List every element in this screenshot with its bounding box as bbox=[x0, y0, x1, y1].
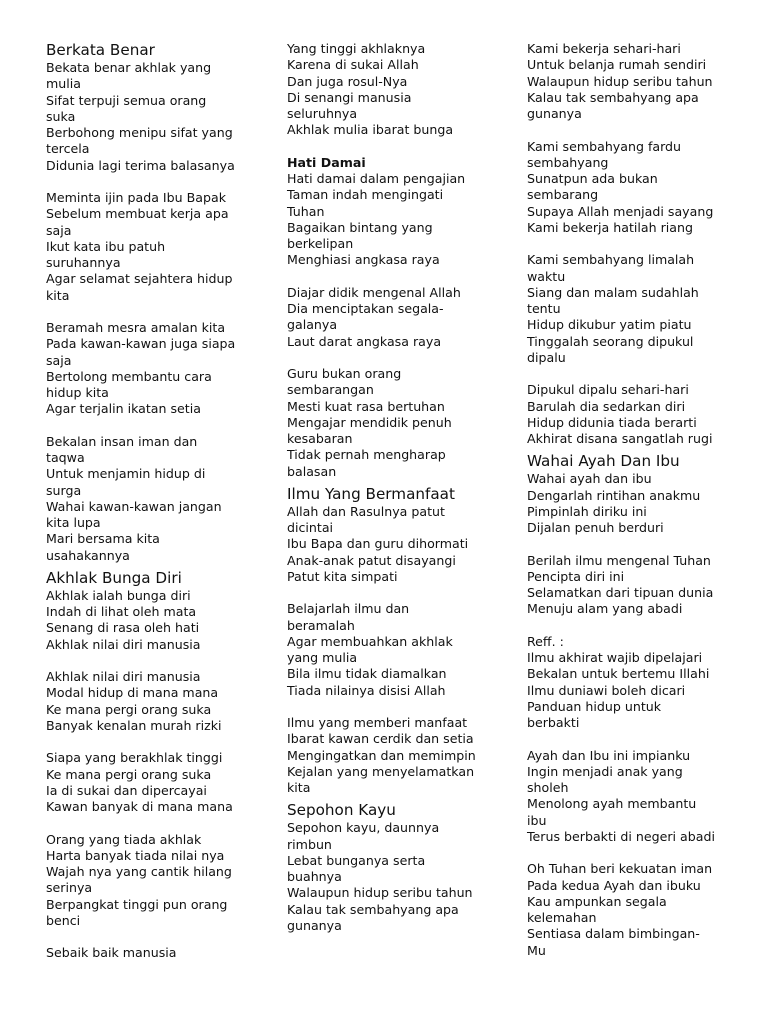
poem-line: Lebat bunganya serta bbox=[287, 852, 426, 868]
poem-line: Tuhan bbox=[287, 203, 325, 219]
poem-line: dipalu bbox=[527, 349, 566, 365]
poem-line: Pimpinlah diriku ini bbox=[527, 503, 647, 519]
poem-line: Akhlak mulia ibarat bunga bbox=[287, 122, 454, 138]
stanza-gap bbox=[527, 618, 759, 634]
poem-line: Wajah nya yang cantik hilang bbox=[46, 864, 232, 879]
poem-line: Hati damai dalam pengajian bbox=[287, 171, 466, 186]
poem-line: saja bbox=[46, 352, 72, 368]
poem-line: Terus berbakti di negeri abadi bbox=[527, 828, 715, 844]
poem-line: Sifat terpuji semua orang bbox=[46, 92, 207, 108]
poem-line: Mengingatkan dan memimpin bbox=[287, 747, 476, 763]
poem-line: tentu bbox=[527, 301, 561, 316]
poem-line: Mu bbox=[527, 942, 546, 958]
poem-line: Menolong ayah membantu bbox=[527, 796, 697, 812]
section-title: Ilmu Yang Bermanfaat bbox=[287, 484, 455, 503]
poem-line: kita lupa bbox=[46, 515, 101, 530]
poem-line: Kami bekerja hatilah riang bbox=[527, 219, 693, 235]
poem-line: Menghiasi angkasa raya bbox=[287, 252, 440, 268]
stanza-gap bbox=[527, 236, 759, 252]
stanza-gap bbox=[46, 304, 278, 320]
poem-line: Menuju alam yang abadi bbox=[527, 601, 683, 617]
poem-line: Kau ampunkan segala bbox=[527, 893, 667, 909]
column-right bbox=[527, 41, 759, 959]
poem-line: Walaupun hidup seribu tahun bbox=[527, 73, 713, 89]
poem-line: Akhlak ialah bunga diri bbox=[46, 587, 191, 603]
poem-line: Tiada nilainya disisi Allah bbox=[287, 682, 446, 698]
poem-line: Hidup dikubur yatim piatu bbox=[527, 317, 692, 333]
poem-line: benci bbox=[46, 912, 81, 928]
poem-line: Ibarat kawan cerdik dan setia bbox=[287, 731, 474, 747]
poem-line: kita bbox=[287, 780, 311, 795]
poem-line: Bekata benar akhlak yang bbox=[46, 60, 212, 75]
poem-line: Siang dan malam sudahlah bbox=[527, 284, 699, 300]
poem-line: kesabaran bbox=[287, 431, 353, 446]
poem-line: Supaya Allah menjadi sayang bbox=[527, 203, 714, 219]
poem-line: Tidak pernah mengharap bbox=[287, 447, 446, 463]
poem-line: Agar terjalin ikatan setia bbox=[46, 401, 201, 417]
poem-line: Mari bersama kita bbox=[46, 531, 160, 547]
column-left bbox=[46, 40, 278, 962]
poem-line: waktu bbox=[527, 268, 566, 284]
poem-line: galanya bbox=[287, 317, 338, 333]
poem-line: sembarang bbox=[527, 187, 599, 203]
stanza-gap bbox=[46, 734, 278, 750]
poem-line: Akhlak nilai diri manusia bbox=[46, 636, 201, 652]
poem-line: Bekalan untuk bertemu Illahi bbox=[527, 666, 710, 682]
stanza-gap bbox=[527, 366, 759, 382]
poem-line: Untuk menjamin hidup di bbox=[46, 466, 206, 482]
poem-line: usahakannya bbox=[46, 547, 130, 563]
stanza-gap bbox=[527, 845, 759, 861]
poem-line: Kami bekerja sehari-hari bbox=[527, 41, 681, 56]
poem-line: Karena di sukai Allah bbox=[287, 57, 419, 73]
poem-line: Ilmu akhirat wajib dipelajari bbox=[527, 650, 703, 665]
poem-line: Reff. : bbox=[527, 633, 564, 649]
poem-line: kelemahan bbox=[527, 910, 597, 925]
poem-line: sembarangan bbox=[287, 382, 374, 398]
poem-line: Agar selamat sejahtera hidup bbox=[46, 271, 233, 287]
poem-line: Pada kawan-kawan juga siapa bbox=[46, 336, 236, 352]
poem-line: Walaupun hidup seribu tahun bbox=[287, 885, 473, 901]
poem-line: Barulah dia sedarkan diri bbox=[527, 398, 686, 414]
poem-line: sholeh bbox=[527, 780, 569, 795]
poem-line: serinya bbox=[46, 880, 93, 896]
stanza-gap bbox=[287, 269, 519, 285]
poem-line: berbakti bbox=[527, 715, 580, 730]
poem-line: Sentiasa dalam bimbingan- bbox=[527, 926, 700, 942]
poem-line: Dengarlah rintihan anakmu bbox=[527, 487, 701, 503]
stanza-gap bbox=[46, 418, 278, 434]
stanza-gap bbox=[46, 815, 278, 831]
poem-line: berkelipan bbox=[287, 236, 354, 251]
section-title: Akhlak Bunga Diri bbox=[46, 568, 182, 587]
poem-line: Kejalan yang menyelamatkan bbox=[287, 763, 475, 779]
poem-line: Kami sembahyang fardu bbox=[527, 138, 682, 154]
poem-line: Untuk belanja rumah sendiri bbox=[527, 57, 707, 73]
poem-line: Ke mana pergi orang suka bbox=[46, 701, 212, 717]
stanza-gap bbox=[527, 731, 759, 747]
poem-line: Harta banyak tiada nilai nya bbox=[46, 847, 225, 863]
poem-line: gunanya bbox=[527, 106, 582, 121]
poem-line: Guru bukan orang bbox=[287, 366, 402, 381]
poem-line: saja bbox=[46, 222, 72, 238]
poem-line: Didunia lagi terima balasanya bbox=[46, 157, 235, 173]
poem-line: Ayah dan Ibu ini impianku bbox=[527, 747, 691, 763]
poem-line: seluruhnya bbox=[287, 106, 358, 121]
poem-line: suka bbox=[46, 108, 76, 124]
poem-line: Agar membuahkan akhlak bbox=[287, 633, 453, 649]
poem-line: Bagaikan bintang yang bbox=[287, 219, 433, 235]
poem-line: Siapa yang berakhlak tinggi bbox=[46, 750, 223, 766]
section-title: Berkata Benar bbox=[46, 41, 155, 59]
poem-line: Bila ilmu tidak diamalkan bbox=[287, 666, 447, 682]
poem-line: dicintai bbox=[287, 520, 334, 535]
poem-line: Wahai ayah dan ibu bbox=[527, 471, 652, 487]
poem-line: mulia bbox=[46, 76, 81, 92]
poem-line: Ke mana pergi orang suka bbox=[46, 766, 212, 782]
poem-line: Akhlak nilai diri manusia bbox=[46, 669, 201, 684]
poem-line: Berbohong menipu sifat yang bbox=[46, 125, 233, 140]
poem-line: hidup kita bbox=[46, 385, 109, 400]
poem-line: Yang tinggi akhlaknya bbox=[287, 41, 426, 56]
stanza-gap bbox=[287, 585, 519, 601]
poem-line: Sebaik baik manusia bbox=[46, 945, 177, 961]
poem-line: Ia di sukai dan dipercayai bbox=[46, 782, 207, 798]
poem-line: Senang di rasa oleh hati bbox=[46, 620, 200, 636]
poem-line: rimbun bbox=[287, 836, 332, 852]
stanza-gap bbox=[527, 122, 759, 138]
poem-line: Beramah mesra amalan kita bbox=[46, 320, 226, 335]
poem-line: Kawan banyak di mana mana bbox=[46, 799, 233, 814]
poem-line: Anak-anak patut disayangi bbox=[287, 552, 456, 568]
stanza-gap bbox=[287, 139, 519, 155]
poem-line: Ibu Bapa dan guru dihormati bbox=[287, 536, 469, 552]
poem-line: Sepohon kayu, daunnya bbox=[287, 820, 440, 836]
poem-line: kita bbox=[46, 287, 70, 303]
poem-line: Berpangkat tinggi pun orang bbox=[46, 896, 228, 912]
poem-line: Taman indah mengingati bbox=[287, 187, 444, 203]
poem-line: Modal hidup di mana mana bbox=[46, 685, 219, 701]
poem-line: Ikut kata ibu patuh bbox=[46, 238, 166, 254]
poem-line: Sebelum membuat kerja apa bbox=[46, 206, 229, 222]
poem-line: Laut darat angkasa raya bbox=[287, 333, 442, 349]
poem-line: Diajar didik mengenal Allah bbox=[287, 284, 461, 300]
poem-line: beramalah bbox=[287, 617, 355, 633]
poem-line: Sunatpun ada bukan bbox=[527, 171, 658, 186]
poem-line: Kalau tak sembahyang apa bbox=[527, 89, 699, 105]
poem-line: balasan bbox=[287, 463, 337, 479]
poem-line: Ingin menjadi anak yang bbox=[527, 763, 683, 779]
poem-line: gunanya bbox=[287, 917, 342, 933]
poem-line: Dijalan penuh berduri bbox=[527, 520, 664, 535]
section-title: Sepohon Kayu bbox=[287, 801, 396, 820]
column-middle bbox=[287, 41, 519, 934]
section-title: Hati Damai bbox=[287, 154, 366, 170]
stanza-gap bbox=[287, 699, 519, 715]
poem-line: Orang yang tiada akhlak bbox=[46, 831, 202, 847]
poem-line: Berilah ilmu mengenal Tuhan bbox=[527, 552, 711, 568]
poem-line: taqwa bbox=[46, 450, 85, 465]
poem-line: surga bbox=[46, 482, 82, 498]
poem-line: Selamatkan dari tipuan dunia bbox=[527, 585, 714, 600]
poem-line: Kalau tak sembahyang apa bbox=[287, 901, 459, 917]
poem-line: Dan juga rosul-Nya bbox=[287, 73, 408, 89]
poem-line: yang mulia bbox=[287, 650, 358, 665]
poem-line: Kami sembahyang limalah bbox=[527, 252, 695, 268]
poem-line: Dia menciptakan segala- bbox=[287, 301, 444, 316]
poem-line: Bekalan insan iman dan bbox=[46, 433, 198, 449]
stanza-gap bbox=[287, 350, 519, 366]
poem-line: Wahai kawan-kawan jangan bbox=[46, 498, 222, 514]
poem-line: Akhirat disana sangatlah rugi bbox=[527, 431, 713, 446]
poem-line: Di senangi manusia bbox=[287, 89, 412, 105]
poem-line: Bertolong membantu cara bbox=[46, 368, 212, 384]
poem-line: Allah dan Rasulnya patut bbox=[287, 503, 445, 519]
poem-line: Mesti kuat rasa bertuhan bbox=[287, 398, 445, 414]
poem-line: Dipukul dipalu sehari-hari bbox=[527, 382, 689, 398]
poem-line: Banyak kenalan murah rizki bbox=[46, 717, 222, 733]
stanza-gap bbox=[46, 174, 278, 190]
poem-line: Pencipta diri ini bbox=[527, 568, 625, 584]
poem-line: tercela bbox=[46, 141, 90, 157]
poem-line: Tinggalah seorang dipukul bbox=[527, 333, 694, 349]
poem-line: Hidup didunia tiada berarti bbox=[527, 414, 697, 430]
poem-line: Meminta ijin pada Ibu Bapak bbox=[46, 190, 226, 205]
poem-line: Oh Tuhan beri kekuatan iman bbox=[527, 861, 713, 877]
poem-line: ibu bbox=[527, 812, 547, 828]
poem-line: suruhannya bbox=[46, 255, 121, 270]
poem-line: Pada kedua Ayah dan ibuku bbox=[527, 877, 701, 893]
poem-line: Ilmu duniawi boleh dicari bbox=[527, 682, 686, 698]
stanza-gap bbox=[46, 653, 278, 669]
poem-line: buahnya bbox=[287, 869, 342, 884]
section-title: Wahai Ayah Dan Ibu bbox=[527, 452, 680, 471]
poem-line: sembahyang bbox=[527, 154, 609, 170]
stanza-gap bbox=[46, 929, 278, 945]
stanza-gap bbox=[527, 536, 759, 552]
poem-line: Ilmu yang memberi manfaat bbox=[287, 715, 468, 730]
poem-line: Belajarlah ilmu dan bbox=[287, 601, 410, 617]
poem-line: Indah di lihat oleh mata bbox=[46, 604, 197, 619]
poem-line: Patut kita simpati bbox=[287, 568, 398, 584]
poem-line: Panduan hidup untuk bbox=[527, 698, 662, 714]
poem-line: Mengajar mendidik penuh bbox=[287, 414, 452, 430]
